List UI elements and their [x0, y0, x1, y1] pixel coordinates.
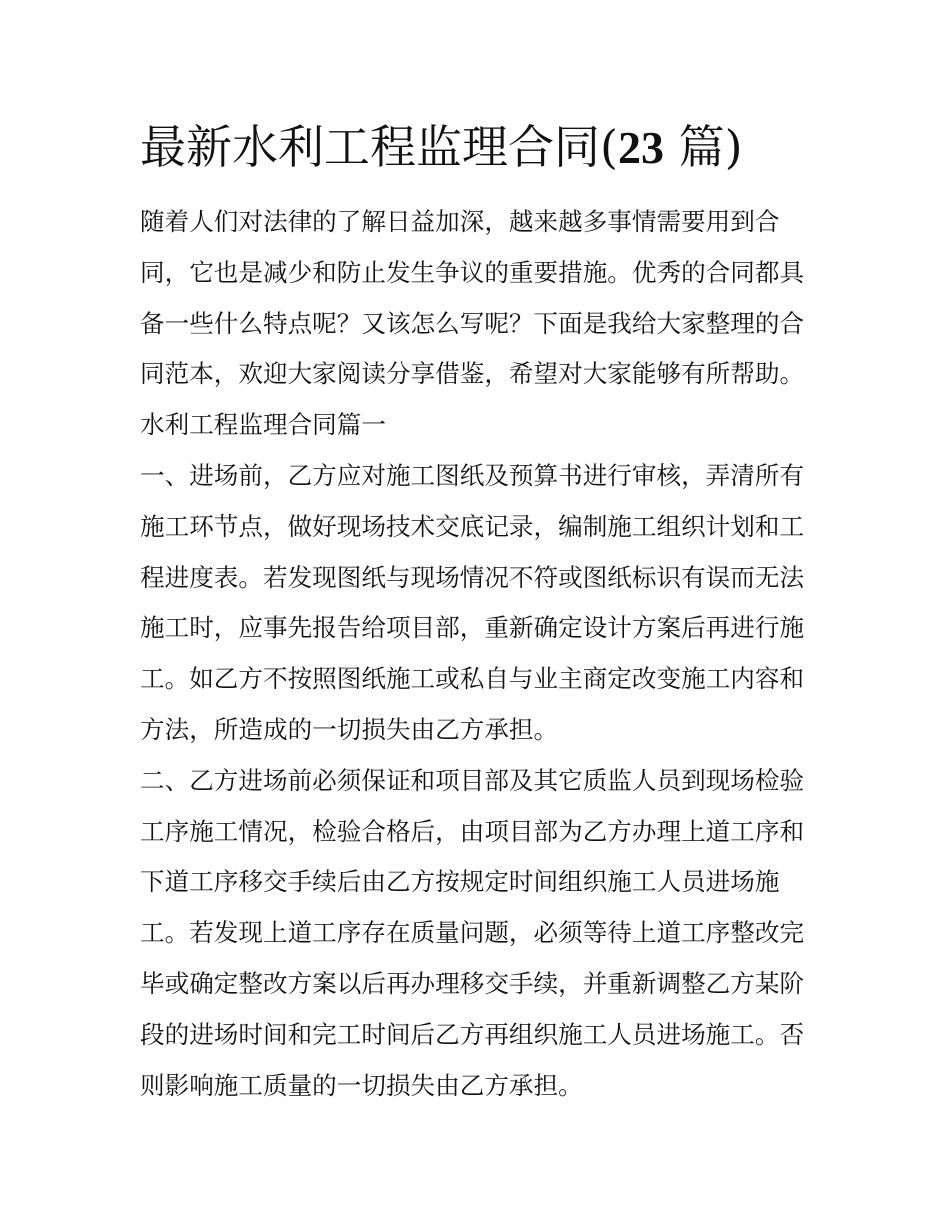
- title-suffix: 篇): [663, 120, 743, 174]
- clause-2-line-5: 毕或确定整改方案以后再办理移交手续，并重新调整乙方某阶: [140, 968, 805, 998]
- document-body: [140, 197, 815, 1111]
- clause-1-line-1: 一、进场前，乙方应对施工图纸及预算书进行审核，弄清所有: [140, 460, 805, 490]
- clause-1-line-5: 工。如乙方不按照图纸施工或私自与业主商定改变施工内容和: [140, 664, 805, 694]
- intro-line-2: 同，它也是减少和防止发生争议的重要措施。优秀的合同都具: [140, 257, 805, 287]
- clause-2-line-2: 工序施工情况，检验合格后，由项目部为乙方办理上道工序和: [140, 816, 805, 846]
- clause-1-line-3: 程进度表。若发现图纸与现场情况不符或图纸标识有误而无法: [140, 562, 805, 592]
- clause-2-line-1: 二、乙方进场前必须保证和项目部及其它质监人员到现场检验: [140, 765, 805, 795]
- clause-1-line-6: 方法，所造成的一切损失由乙方承担。: [140, 714, 559, 744]
- intro-line-4: 同范本，欢迎大家阅读分享借鉴，希望对大家能够有所帮助。: [140, 359, 805, 389]
- clause-2-line-3: 下道工序移交手续后由乙方按规定时间组织施工人员进场施: [140, 867, 780, 897]
- intro-line-1: 随着人们对法律的了解日益加深，越来越多事情需要用到合: [140, 207, 780, 236]
- intro-line-3: 备一些什么特点呢？又该怎么写呢？下面是我给大家整理的合: [140, 308, 805, 338]
- clause-2-line-6: 段的进场时间和完工时间后乙方再组织施工人员进场施工。否: [140, 1019, 805, 1049]
- title-number: 23: [617, 122, 664, 173]
- clause-2-line-7: 则影响施工质量的一切损失由乙方承担。: [140, 1070, 583, 1100]
- clause-2-line-4: 工。若发现上道工序存在质量问题，必须等待上道工序整改完: [140, 918, 805, 948]
- document-title: [140, 112, 840, 183]
- section-heading: 水利工程监理合同篇一: [140, 410, 386, 440]
- clause-1-line-2: 施工环节点，做好现场技术交底记录，编制施工组织计划和工: [140, 511, 805, 541]
- clause-1-line-4: 施工时，应事先报告给项目部，重新确定设计方案后再进行施: [140, 613, 805, 643]
- title-prefix: 最新水利工程监理合同(: [140, 120, 618, 174]
